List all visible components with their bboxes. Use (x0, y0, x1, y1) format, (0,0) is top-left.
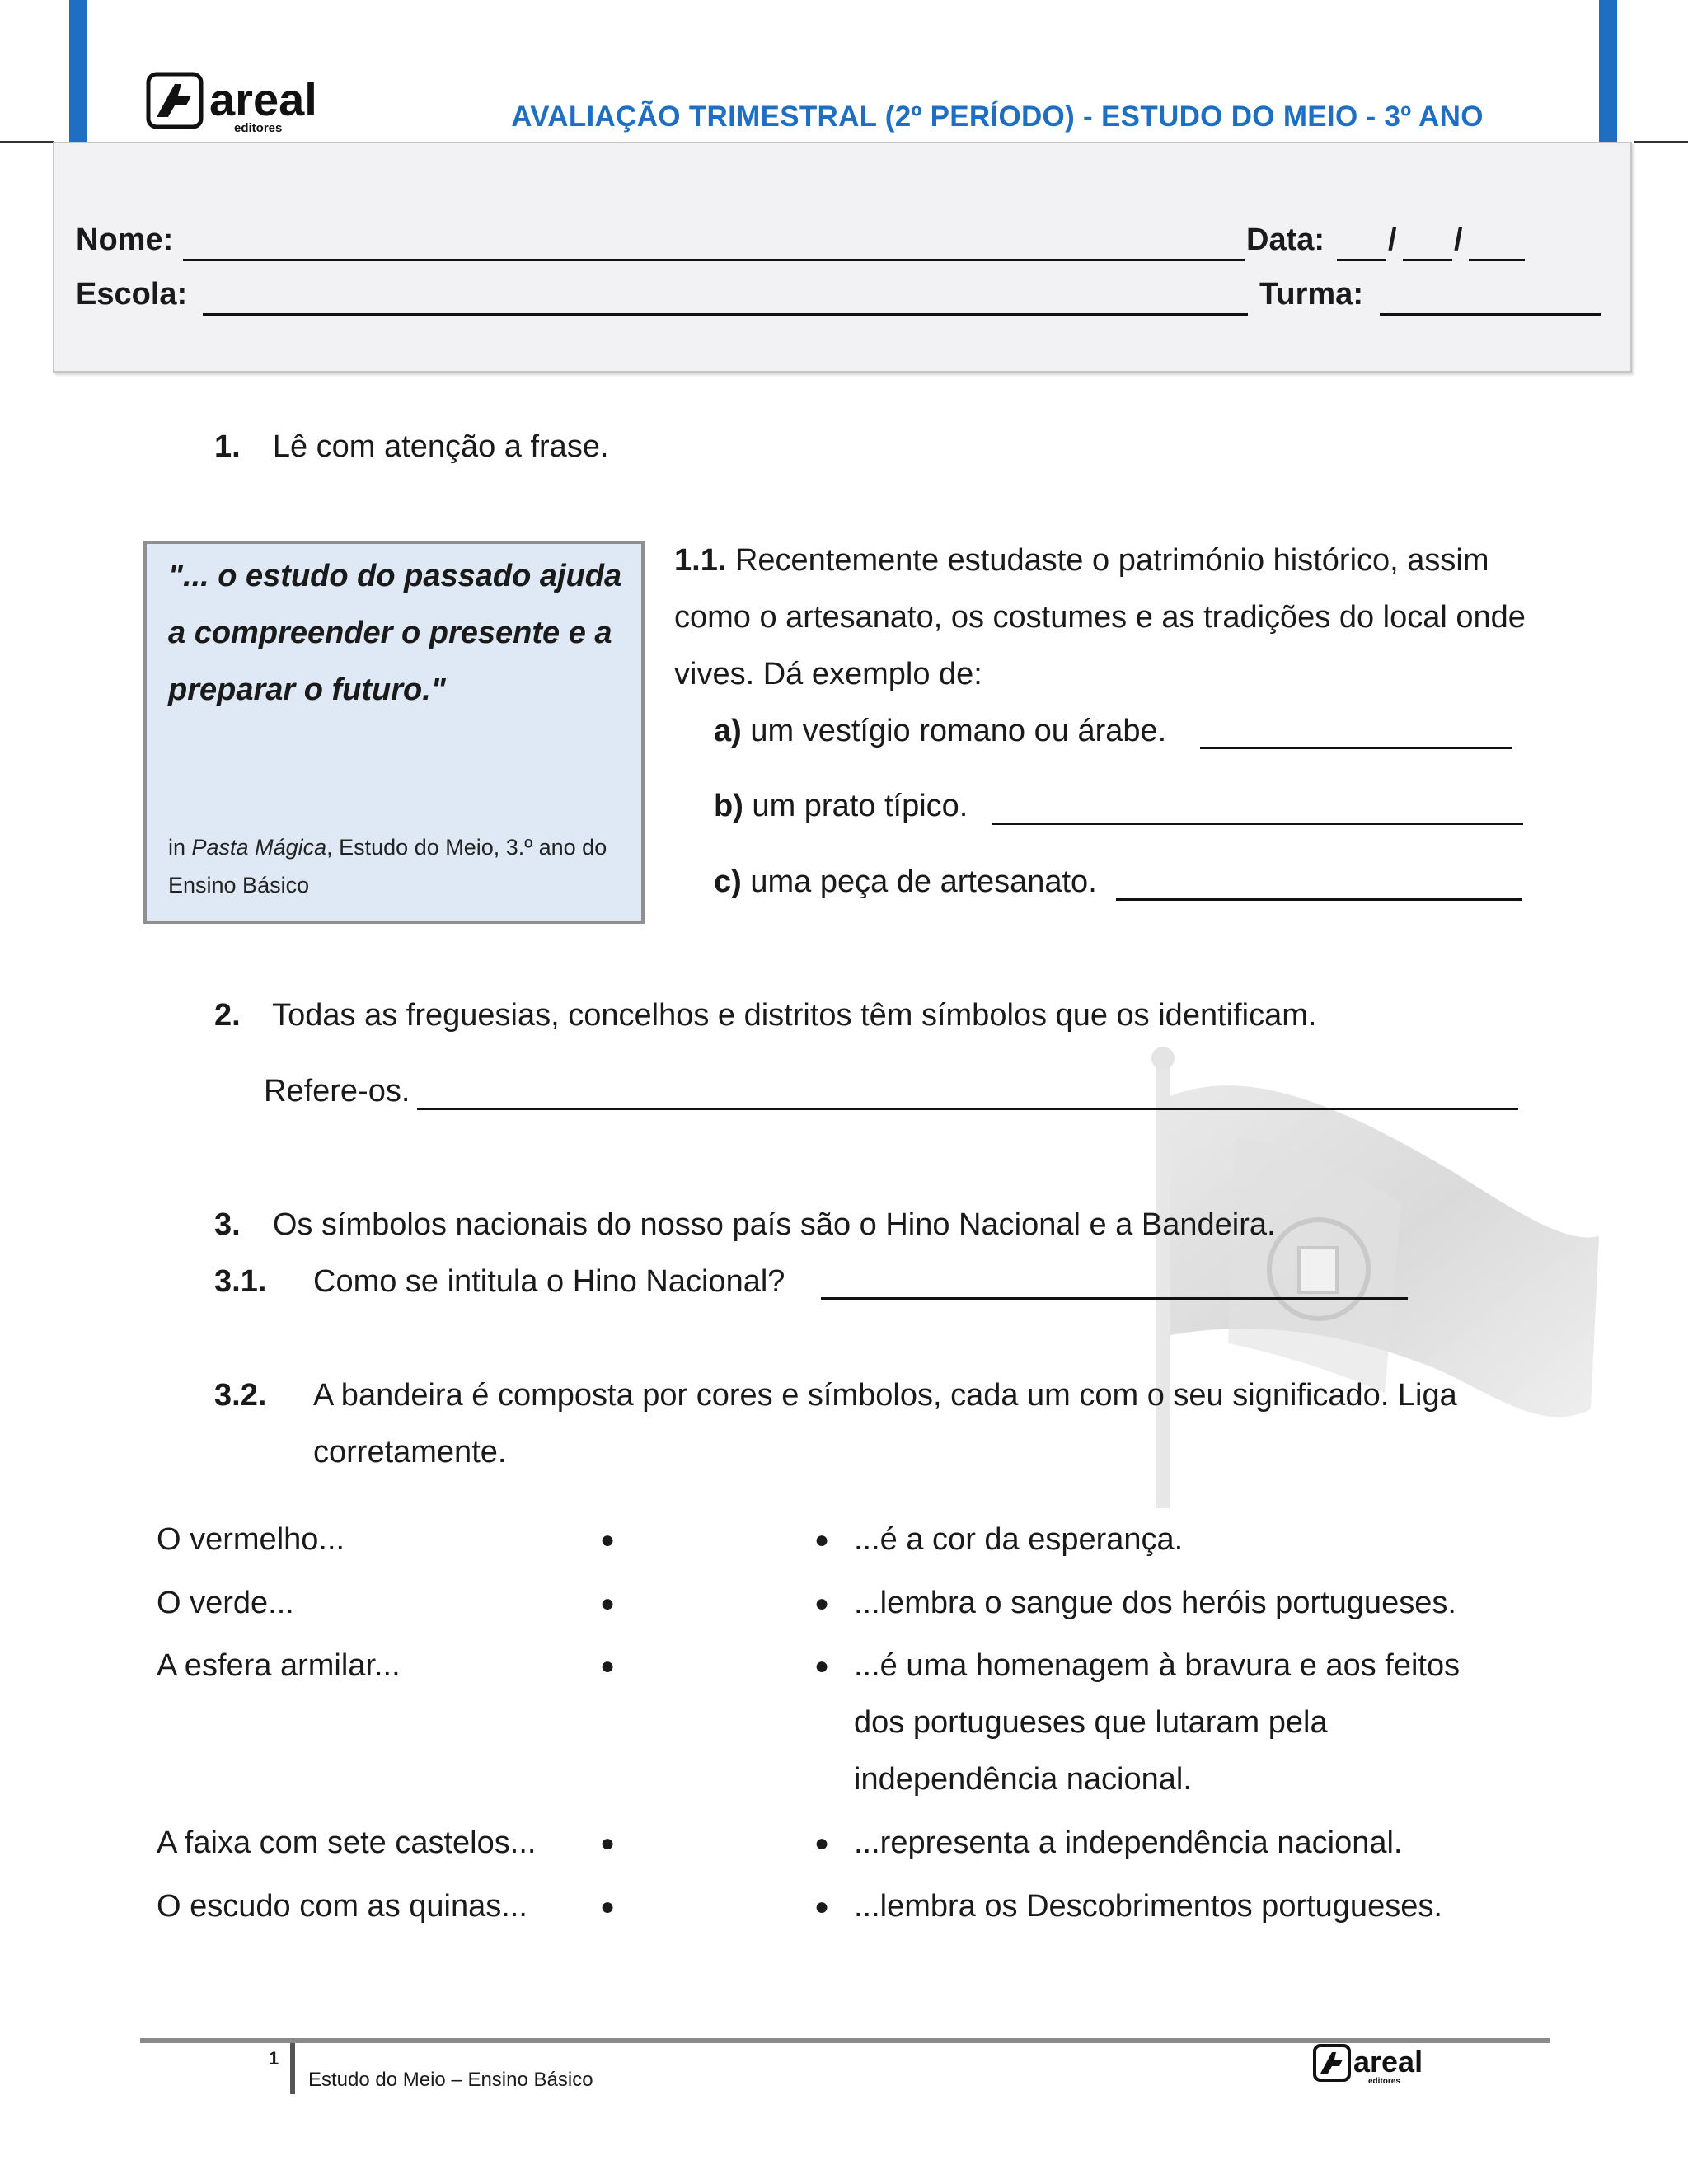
item-a-answer-line[interactable] (1200, 747, 1512, 749)
match-right-4: ...lembra os Descobrimentos portugueses. (854, 1889, 1442, 1924)
date-label: Data: (1246, 223, 1325, 257)
match-left-4: O escudo com as quinas... (157, 1889, 528, 1924)
date-month-field[interactable] (1403, 259, 1452, 261)
match-right-0: ...é a cor da esperança. (854, 1522, 1184, 1557)
match-right-dot-3[interactable]: ● (814, 1830, 830, 1857)
areal-logo-icon (145, 69, 368, 135)
school-field[interactable] (203, 313, 1248, 316)
question-3-number: 3. (214, 1207, 241, 1242)
question-2-prompt: Refere-os. (264, 1074, 410, 1108)
item-a-letter: a) (714, 714, 742, 748)
question-3-text: Os símbolos nacionais do nosso país são o Hino Nacional e a Bandeira. (272, 1207, 1276, 1242)
page-title: AVALIAÇÃO TRIMESTRAL (2º PERÍODO) - ESTUDO DO MEIO - 3º ANO (511, 101, 1484, 133)
quote-source-title: Pasta Mágica (191, 835, 327, 860)
item-b-letter: b) (714, 789, 743, 823)
footer-logo-text: areal (1353, 2045, 1423, 2079)
class-label: Turma: (1259, 277, 1363, 312)
item-b-answer-line[interactable] (992, 823, 1523, 825)
flag-watermark-icon (1104, 1047, 1607, 1508)
match-left-2: A esfera armilar... (157, 1648, 401, 1683)
header-right-bar (1599, 0, 1617, 142)
question-3-2-text-line1: A bandeira é composta por cores e símbolos, cada um com o seu significado. Liga (313, 1378, 1457, 1413)
logo-subtext: editores (234, 121, 283, 135)
item-c-answer-line[interactable] (1116, 898, 1522, 901)
header-rule-left (0, 141, 54, 143)
match-right-dot-2[interactable]: ● (814, 1652, 830, 1680)
quote-source-rest: , Estudo do Meio, 3.º ano do Ensino Básico (168, 835, 607, 898)
match-right-3: ...representa a independência nacional. (854, 1825, 1403, 1860)
match-right-1: ...lembra o sangue dos heróis portugueses. (854, 1586, 1456, 1620)
question-3-1-answer-line[interactable] (821, 1297, 1408, 1300)
match-left-dot-1[interactable]: ● (600, 1590, 616, 1617)
question-2-answer-line[interactable] (417, 1108, 1518, 1110)
match-left-dot-0[interactable]: ● (600, 1526, 616, 1554)
question-1-1-text: Recentemente estudaste o património histórico, assim como o artesanato, os costumes e as tradições do local onde vives. Dá exemplo de: (674, 543, 1526, 691)
quote-text: "... o estudo do passado ajuda a compreender o presente e a preparar o futuro." (168, 559, 622, 707)
identification-box (53, 142, 1632, 373)
footer-page-number: 1 (269, 2048, 279, 2069)
match-left-dot-4[interactable]: ● (600, 1893, 616, 1920)
name-label: Nome: (76, 223, 174, 257)
date-slash-1: / (1388, 223, 1397, 257)
question-1-text: Lê com atenção a frase. (272, 429, 609, 464)
item-c-letter: c) (714, 865, 742, 899)
match-left-3: A faixa com sete castelos... (157, 1825, 537, 1860)
question-1 (214, 419, 609, 476)
header-rule-right (1634, 141, 1688, 143)
item-b-text: um prato típico. (743, 789, 968, 823)
match-right-dot-1[interactable]: ● (814, 1590, 830, 1617)
item-c (714, 854, 1097, 911)
match-left-dot-3[interactable]: ● (600, 1830, 616, 1857)
item-a-text: um vestígio romano ou árabe. (741, 714, 1167, 748)
question-3-1-number: 3.1. (214, 1264, 267, 1299)
class-field[interactable] (1380, 313, 1601, 316)
question-3-1-text: Como se intitula o Hino Nacional? (313, 1264, 785, 1299)
match-left-dot-2[interactable]: ● (600, 1652, 616, 1680)
question-1-1-number: 1.1. (674, 543, 727, 578)
footer-areal-logo-icon (1312, 2042, 1451, 2085)
match-right-2: ...é uma homenagem à bravura e aos feitos dos portugueses que lutaram pela independência nacional. (854, 1648, 1461, 1797)
question-3-2-text-line2: corretamente. (313, 1435, 507, 1469)
date-year-field[interactable] (1469, 259, 1525, 261)
logo-text: areal (209, 73, 317, 125)
quote-source-prefix: in (168, 835, 192, 860)
match-right-dot-4[interactable]: ● (814, 1893, 830, 1920)
question-2 (214, 987, 1316, 1044)
item-c-text: uma peça de artesanato. (741, 865, 1097, 899)
name-field[interactable] (183, 259, 1245, 261)
match-left-0: O vermelho... (157, 1522, 345, 1557)
item-a (714, 703, 1166, 760)
match-right-dot-0[interactable]: ● (814, 1526, 830, 1554)
item-b (714, 778, 968, 835)
footer-text: Estudo do Meio – Ensino Básico (308, 2069, 593, 2091)
footer-divider (290, 2043, 295, 2094)
question-1-1 (674, 532, 1531, 703)
match-left-1: O verde... (157, 1586, 294, 1620)
date-slash-2: / (1454, 223, 1463, 257)
question-2-text: Todas as freguesias, concelhos e distritos têm símbolos que os identificam. (272, 998, 1317, 1033)
footer-logo-subtext: editores (1368, 2077, 1400, 2085)
question-3 (214, 1197, 1276, 1254)
date-day-field[interactable] (1337, 259, 1386, 261)
header-left-bar (69, 0, 87, 142)
question-3-2-number: 3.2. (214, 1378, 267, 1413)
question-1-number: 1. (214, 429, 241, 464)
quote-source (168, 828, 630, 904)
school-label: Escola: (76, 277, 188, 312)
quote-box (143, 541, 645, 924)
question-2-number: 2. (214, 998, 241, 1033)
